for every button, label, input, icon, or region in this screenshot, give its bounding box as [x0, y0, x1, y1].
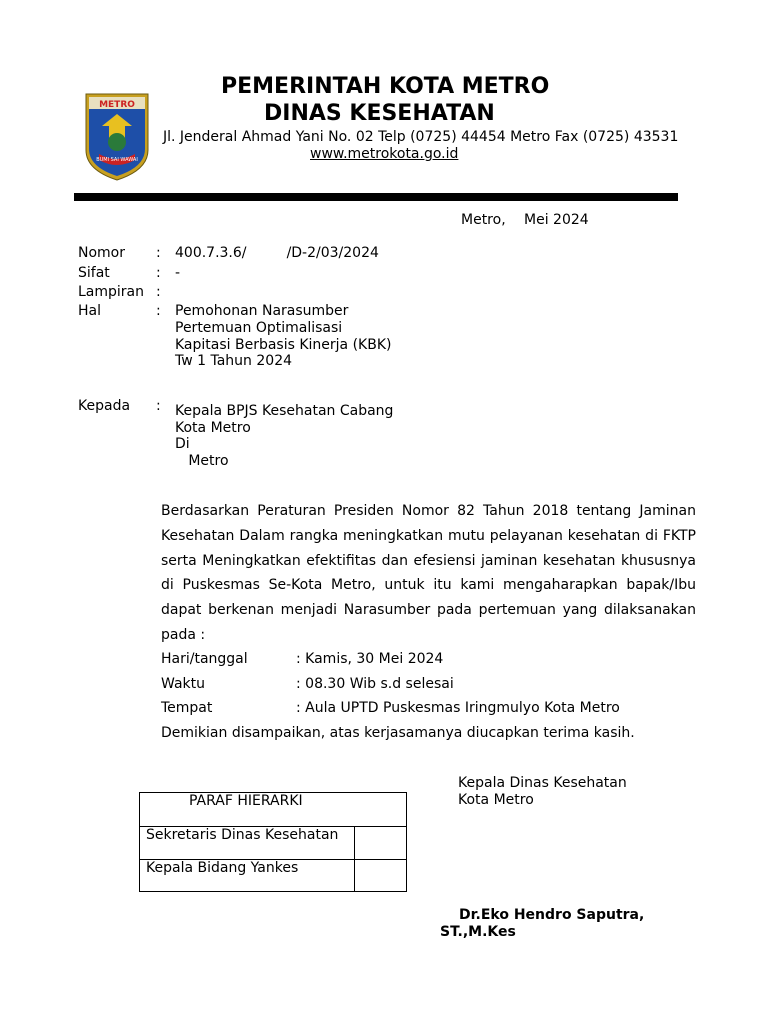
nomor-value: 400.7.3.6/ /D-2/03/2024 — [175, 245, 379, 261]
detail-label-time: Waktu — [161, 676, 205, 692]
hal-line: Kapitasi Berbasis Kinerja (KBK) — [175, 337, 392, 353]
org-address: Jl. Jenderal Ahmad Yani No. 02 Telp (0725) 44454 Metro Fax (0725) 43531 — [163, 129, 679, 145]
kepada-colon: : — [156, 398, 161, 414]
hal-line: Tw 1 Tahun 2024 — [175, 353, 293, 369]
signatory-name: Dr.Eko Hendro Saputra, — [459, 907, 645, 923]
hal-line: Pertemuan Optimalisasi — [175, 320, 343, 336]
lampiran-label: Lampiran — [78, 284, 145, 300]
recipient-line: Metro — [175, 453, 229, 469]
body-paragraph: Berdasarkan Peraturan Presiden Nomor 82 Tahun 2018 tentang Jaminan Kesehatan Dalam rangka meningkatkan mutu pelayanan kesehatan di FKTP serta Meningkatkan efektifitas dan efesiensi jaminan kesehatan khususnya di Puskesmas Se-Kota Metro, untuk itu kami mengaharapkan bapak/Ibu dapat berkenan menjadi Narasumber pada pertemuan yang dilaksanakan pada : — [161, 503, 696, 643]
lampiran-colon: : — [156, 284, 161, 300]
closing-sentence: Demikian disampaikan, atas kerjasamanya diucapkan terima kasih. — [161, 725, 635, 741]
city-seal-logo — [84, 92, 150, 182]
signatory-position: Kepala Dinas Kesehatan — [458, 775, 627, 791]
paraf-table-header: PARAF HIERARKI — [189, 793, 303, 809]
nomor-colon: : — [156, 245, 161, 261]
recipient-line: Kota Metro — [175, 420, 251, 436]
letterhead-divider — [74, 193, 678, 201]
kepada-label: Kepada — [78, 398, 131, 414]
sifat-value: - — [175, 265, 181, 281]
detail-value-place: : Aula UPTD Puskesmas Iringmulyo Kota Metro — [296, 700, 620, 716]
table-column-divider — [354, 826, 355, 892]
nomor-label: Nomor — [78, 245, 125, 261]
hal-line: Pemohonan Narasumber — [175, 303, 349, 319]
hal-colon: : — [156, 303, 161, 319]
date-city: Metro, — [461, 212, 506, 228]
hal-label: Hal — [78, 303, 101, 319]
org-name-line2: DINAS KESEHATAN — [264, 101, 495, 126]
detail-label-date: Hari/tanggal — [161, 651, 248, 667]
table-row-label: Kepala Bidang Yankes — [146, 860, 299, 876]
detail-value-date: : Kamis, 30 Mei 2024 — [296, 651, 444, 667]
recipient-line: Di — [175, 436, 190, 452]
org-website-link[interactable]: www.metrokota.go.id — [310, 146, 459, 162]
table-row-label: Sekretaris Dinas Kesehatan — [146, 827, 339, 843]
org-name-line1: PEMERINTAH KOTA METRO — [221, 74, 550, 99]
detail-value-time: : 08.30 Wib s.d selesai — [296, 676, 454, 692]
signatory-title: ST.,M.Kes — [440, 924, 516, 940]
signatory-position-city: Kota Metro — [458, 792, 534, 808]
recipient-line: Kepala BPJS Kesehatan Cabang — [175, 403, 394, 419]
detail-label-place: Tempat — [161, 700, 213, 716]
date-month-year: Mei 2024 — [524, 212, 589, 228]
sifat-colon: : — [156, 265, 161, 281]
paraf-hierarchy-table — [139, 792, 407, 892]
logo-motto: BUMI SAI WAWAI — [96, 157, 138, 163]
logo-text: METRO — [99, 100, 135, 110]
sifat-label: Sifat — [78, 265, 110, 281]
